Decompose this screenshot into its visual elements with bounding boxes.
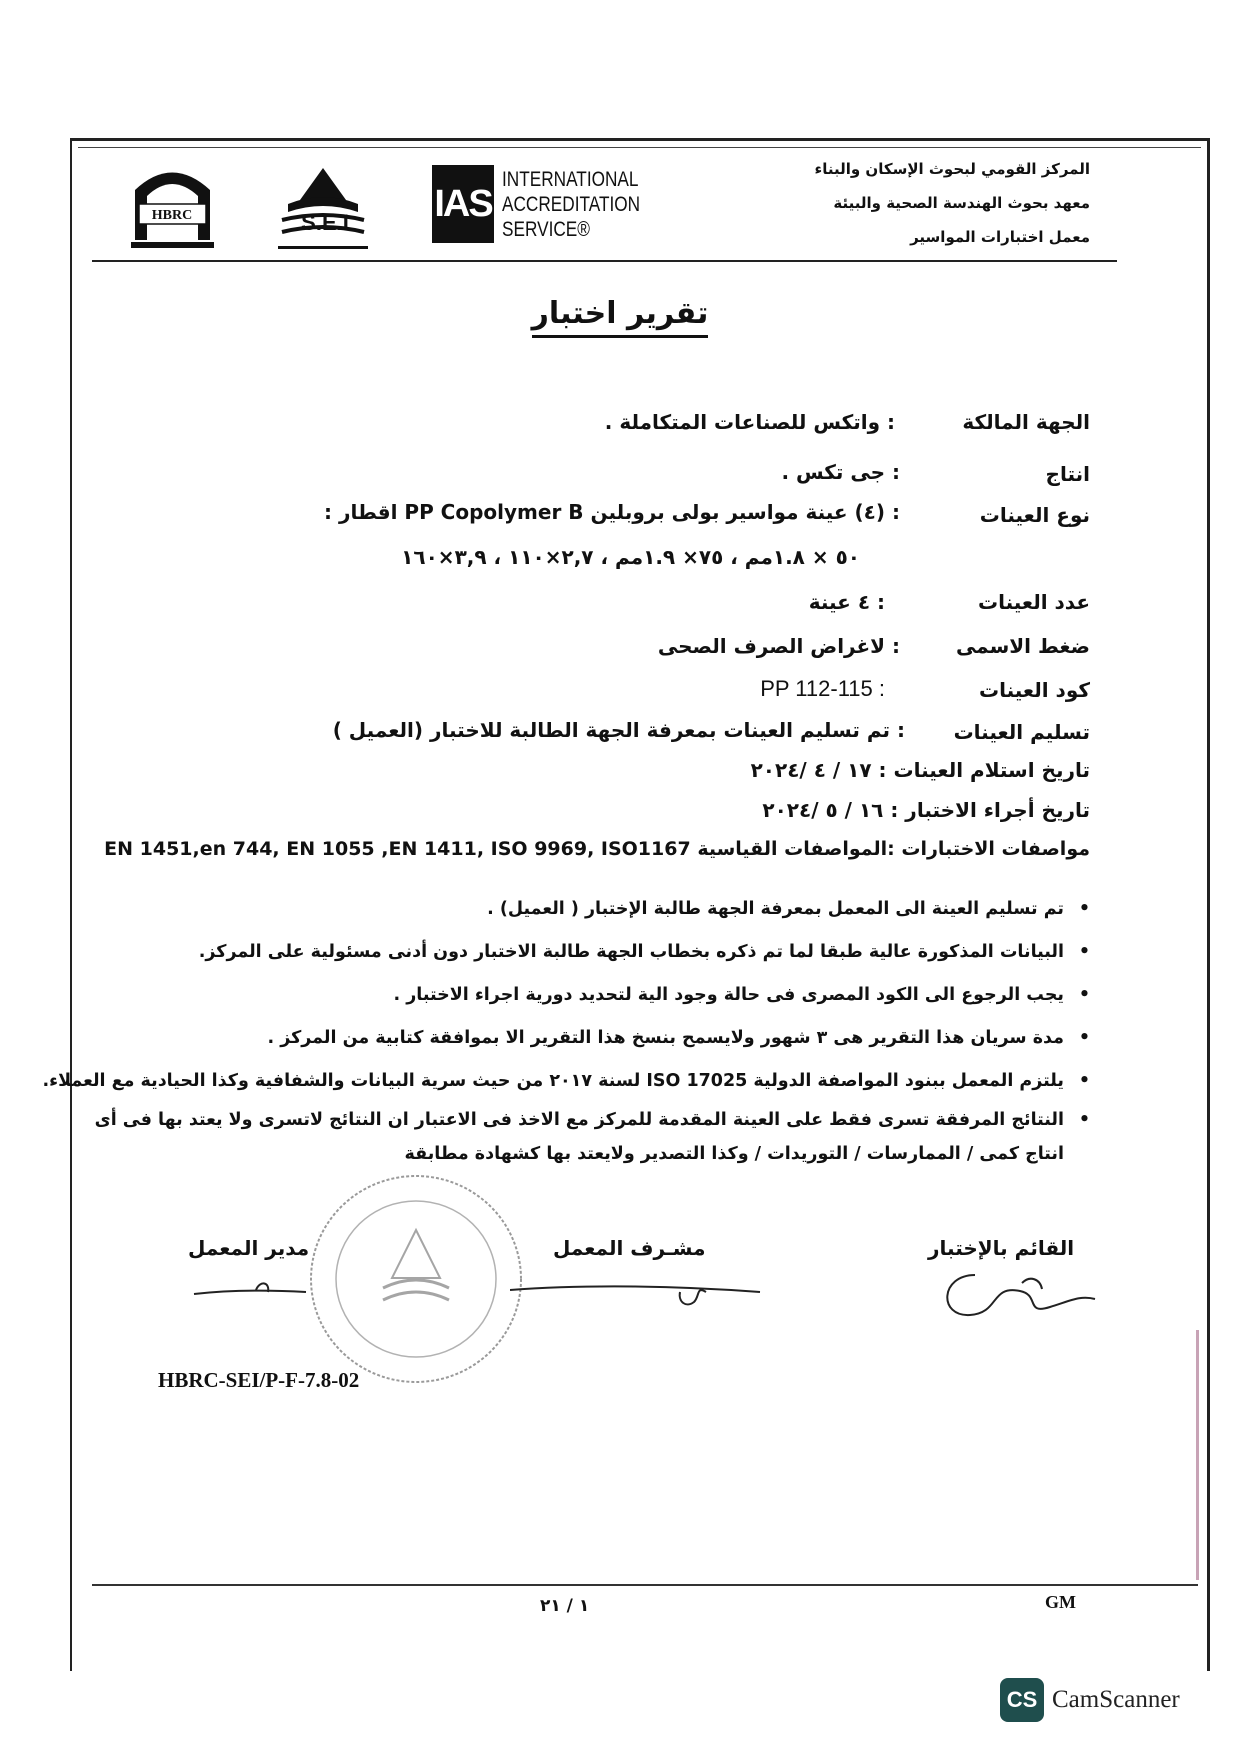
ias-line-2: ACCREDITATION [502,192,641,216]
tester-label: القائم بالإختبار [928,1236,1075,1260]
director-signature [190,1272,310,1312]
hbrc-mark: HBRC [151,208,193,223]
owner-value: : واتكس للصناعات المتكاملة . [604,410,895,434]
scan-edge-artifact [1196,1330,1199,1580]
test-date: تاريخ أجراء الاختبار : ١٦ / ٥ /٢٠٢٤ [762,798,1090,822]
note-item: • البيانات المذكورة عالية طبقا لما تم ذكره بخطاب الجهة طالبة الاختبار دون أدنى مسئولية على المركز. [90,931,1090,974]
form-code: HBRC-SEI/P-F-7.8-02 [158,1368,360,1392]
ias-logo [432,165,670,243]
lab-name: معمل اختبارات المواسير [910,228,1090,246]
sei-logo [268,160,378,260]
note-item: • يلتزم المعمل ببنود المواصفة الدولية ISO 17025 لسنة ٢٠١٧ من حيث سرية البيانات والشفافية وكذا الحيادية مع العملاء. [90,1060,1090,1103]
ias-text [502,167,640,242]
footer-left-code: GM [1045,1592,1076,1612]
sample-sizes: ٥٠ × ١.٨مم ، ٧٥× ١.٩مم ، ٢,٧×١١٠ ، ٣,٩×١٦٠ [401,545,860,569]
test-specs: مواصفات الاختبارات :المواصفات القياسية EN 1451,en 744, EN 1055 ,EN 1411, ISO 9969, ISO1167 [104,838,1090,860]
note-item: • النتائج المرفقة تسرى فقط على العينة المقدمة للمركز مع الاخذ فى الاعتبار ان النتائج لاتسرى ولا يعتد بها فى أى انتاج كمى / الممارسات / التوريدات / وكذا التصدير ولايعتد بها كشهادة مطابقة [90,1103,1090,1171]
report-title-text: تقرير اختبار [532,296,709,338]
footer-divider [92,1584,1198,1586]
sample-count-value: : ٤ عينة [808,590,885,614]
sample-code-value: PP 112-115 : [760,676,885,701]
camscanner-name: CamScanner [1052,1686,1180,1713]
ias-line-3: SERVICE® [502,217,590,241]
camscanner-watermark [1000,1678,1180,1722]
ias-line-1: INTERNATIONAL [502,167,639,191]
supervisor-label: مشـرف المعمل [553,1236,706,1260]
report-title [0,296,1240,331]
sei-mark: S.E.I [301,210,349,235]
institute-stamp [305,1168,527,1390]
hbrc-logo [125,160,220,252]
org-name: المركز القومي لبحوث الإسكان والبناء [814,160,1090,178]
nominal-pressure-label: ضغط الاسمى [955,634,1090,658]
ias-mark: IAS [432,165,494,243]
camscanner-icon: CS [1000,1678,1044,1722]
nominal-pressure-value: : لاغراض الصرف الصحى [657,634,900,658]
receipt-date: تاريخ استلام العينات : ١٧ / ٤ /٢٠٢٤ [750,758,1090,782]
note-item: • تم تسليم العينة الى المعمل بمعرفة الجهة طالبة الإختبار ( العميل) . [90,888,1090,931]
note-item: • يجب الرجوع الى الكود المصرى فى حالة وجود الية لتحديد دورية اجراء الاختبار . [90,974,1090,1017]
sample-type-label: نوع العينات [979,503,1090,527]
institute-name: معهد بحوث الهندسة الصحية والبيئة [833,194,1090,212]
supervisor-signature [510,1262,770,1312]
sample-code-label: كود العينات [979,678,1090,702]
product-label: انتاج [1045,462,1090,486]
product-value: : جى تكس . [781,460,900,484]
sample-count-label: عدد العينات [977,590,1090,614]
tester-signature [930,1255,1100,1325]
delivery-label: تسليم العينات [953,720,1090,744]
page-number: ١ / ٢١ [540,1596,590,1616]
owner-label: الجهة المالكة [962,410,1090,434]
sample-type-value: : (٤) عينة مواسير بولى بروبلين PP Copolymer B اقطار : [324,500,900,524]
organization-header [815,152,1090,254]
delivery-value: : تم تسليم العينات بمعرفة الجهة الطالبة للاختبار (العميل ) [332,718,905,742]
note-item: • مدة سريان هذا التقرير هى ٣ شهور ولايسمح بنسخ هذا التقرير الا بموافقة كتابية من المركز . [90,1017,1090,1060]
director-label: مدير المعمل [188,1236,310,1260]
notes-list [42,888,1090,1171]
header-divider [92,260,1117,262]
